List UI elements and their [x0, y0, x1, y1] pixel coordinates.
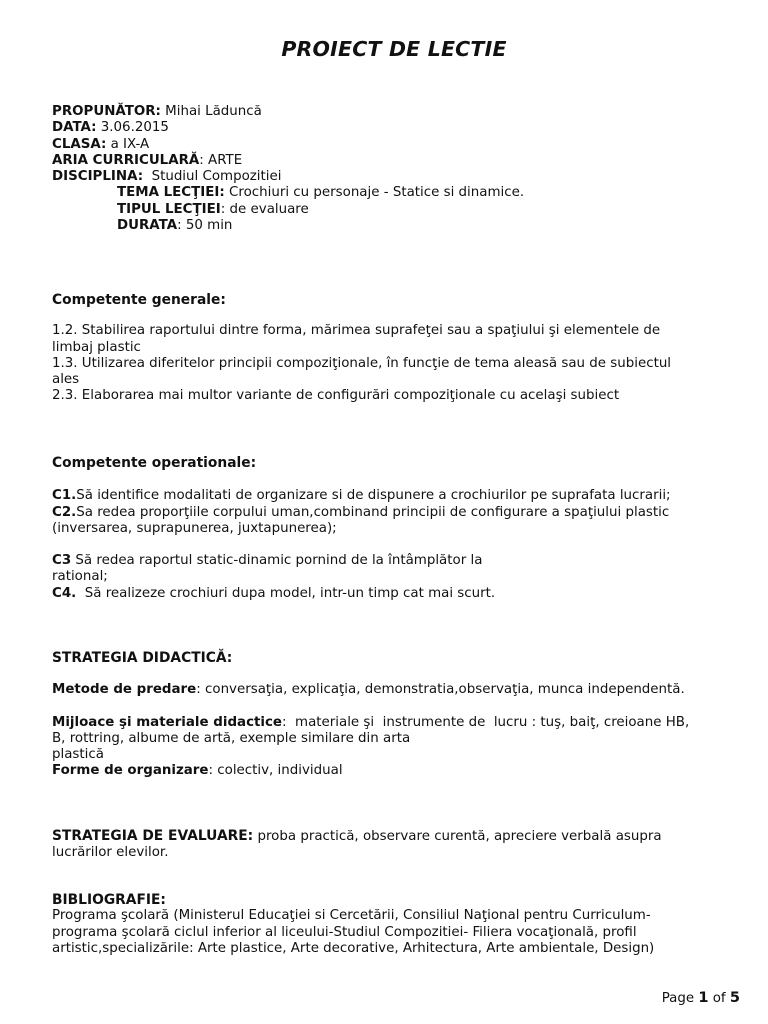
c2-text: Sa redea proporţiile corpului uman,combinand principii de configurare a spaţiului plastic [76, 504, 670, 520]
forme-label: Forme de organizare [52, 763, 209, 779]
info-propunator [52, 104, 742, 120]
current-page: 1 [698, 990, 709, 1006]
strategia-evaluare-line [52, 828, 742, 845]
c3-text: Să redea raportul static-dinamic pornind de la întâmplător la [71, 553, 483, 569]
competenta-line: 2.3. Elaborarea mai multor variante de configurări compoziţionale cu acelaşi subiect [52, 388, 620, 404]
c3-continuation: rational; [52, 569, 108, 585]
info-tema [52, 185, 742, 201]
c3-label: C3 [52, 553, 72, 569]
strategia-evaluare-value: proba practică, observare curentă, apreciere verbală asupra [253, 829, 662, 844]
section-competente-operationale [52, 455, 742, 602]
section-strategia-evaluare [52, 828, 742, 862]
clasa-value: a IX-A [106, 136, 150, 152]
bibliografie-line: artistic,specializările: Arte plastice, Arte decorative, Arhitectura, Arte ambientale, Design) [52, 940, 655, 956]
info-disciplina [52, 169, 742, 185]
bibliografie-heading: BIBLIOGRAFIE: [52, 892, 166, 908]
objective-c3 [52, 553, 742, 569]
section-competente-generale [52, 292, 742, 405]
strategia-evaluare-continuation: lucrărilor elevilor. [52, 845, 169, 861]
data-value: 3.06.2015 [96, 120, 169, 136]
info-aria [52, 153, 742, 169]
objective-c2 [52, 505, 742, 521]
bibliografie-line: Programa şcolară (Ministerul Educaţiei si Cercetării, Consiliul Naţional pentru Curriculum- [52, 908, 651, 924]
total-pages: 5 [729, 990, 740, 1006]
c2-label: C2. [52, 504, 77, 520]
competente-generale-heading: Competente generale: [52, 292, 226, 308]
mijloace-continuation: B, rottring, albume de artă, exemple similare din arta [52, 730, 411, 746]
competenta-line: 1.3. Utilizarea diferitelor principii compoziţionale, în funcţie de tema aleasă sau de subiectul [52, 355, 672, 371]
mijloace-label: Mijloace şi materiale didactice [52, 714, 283, 730]
forme-value: : colectiv, individual [208, 763, 343, 779]
c1-text: Să identifice modalitati de organizare si de dispunere a crochiurilor pe suprafata lucrarii; [76, 488, 671, 504]
forme-organizare [52, 763, 742, 779]
tipul-value: : de evaluare [220, 201, 309, 217]
section-strategia-didactica [52, 650, 742, 780]
data-label: DATA: [52, 120, 97, 136]
durata-label: DURATA [117, 218, 178, 234]
objective-c4 [52, 586, 742, 602]
propunator-label: PROPUNĂTOR: [52, 104, 161, 119]
mijloace-didactice [52, 715, 742, 731]
aria-label: ARIA CURRICULARĂ [52, 152, 200, 168]
aria-value: : ARTE [199, 152, 243, 168]
c1-label: C1. [52, 488, 77, 504]
info-durata [52, 218, 742, 234]
metode-value: : conversaţia, explicaţia, demonstratia,observaţia, munca independentă. [196, 682, 685, 698]
strategia-evaluare-heading: STRATEGIA DE EVALUARE: [52, 828, 254, 844]
disciplina-value: Studiul Compozitiei [143, 169, 282, 185]
of-word: of [708, 991, 730, 1006]
competente-operationale-heading: Competente operationale: [52, 455, 257, 471]
section-bibliografie [52, 892, 742, 957]
metode-label: Metode de predare [52, 682, 197, 698]
c4-label: C4. [52, 585, 77, 601]
lesson-info [52, 104, 742, 234]
info-data [52, 120, 742, 136]
competenta-line: ales [52, 372, 80, 388]
c2-continuation: (inversarea, suprapunerea, juxtapunerea); [52, 520, 337, 536]
propunator-value: Mihai Lăduncă [160, 104, 262, 119]
objective-c1 [52, 488, 742, 504]
mijloace-continuation: plastică [52, 747, 104, 763]
page-word: Page [661, 991, 699, 1006]
disciplina-label: DISCIPLINA: [52, 169, 144, 185]
strategia-didactica-heading: STRATEGIA DIDACTICĂ: [52, 650, 233, 666]
competenta-line: limbaj plastic [52, 339, 141, 355]
c4-text: Să realizeze crochiuri dupa model, intr-un timp cat mai scurt. [76, 585, 496, 601]
competenta-line: 1.2. Stabilirea raportului dintre forma, mărimea suprafeţei sau a spaţiului şi elementele de [52, 323, 661, 339]
info-tipul [52, 202, 742, 218]
metode-predare [52, 682, 742, 698]
clasa-label: CLASA: [52, 136, 107, 152]
document-title: PROIECT DE LECTIE [281, 37, 507, 61]
info-clasa [52, 137, 742, 153]
tipul-label: TIPUL LECŢIEI [117, 201, 221, 217]
page-number [662, 990, 740, 1007]
tema-value: Crochiuri cu personaje - Statice si dinamice. [224, 185, 525, 201]
tema-label: TEMA LECŢIEI: [117, 185, 225, 201]
mijloace-value: : materiale şi instrumente de lucru : tuş, baiţ, creioane HB, [282, 714, 690, 730]
durata-value: : 50 min [177, 218, 233, 234]
bibliografie-line: programa şcolară ciclul inferior al liceului-Studiul Compozitiei- Filiera vocaţională, profil [52, 924, 637, 940]
